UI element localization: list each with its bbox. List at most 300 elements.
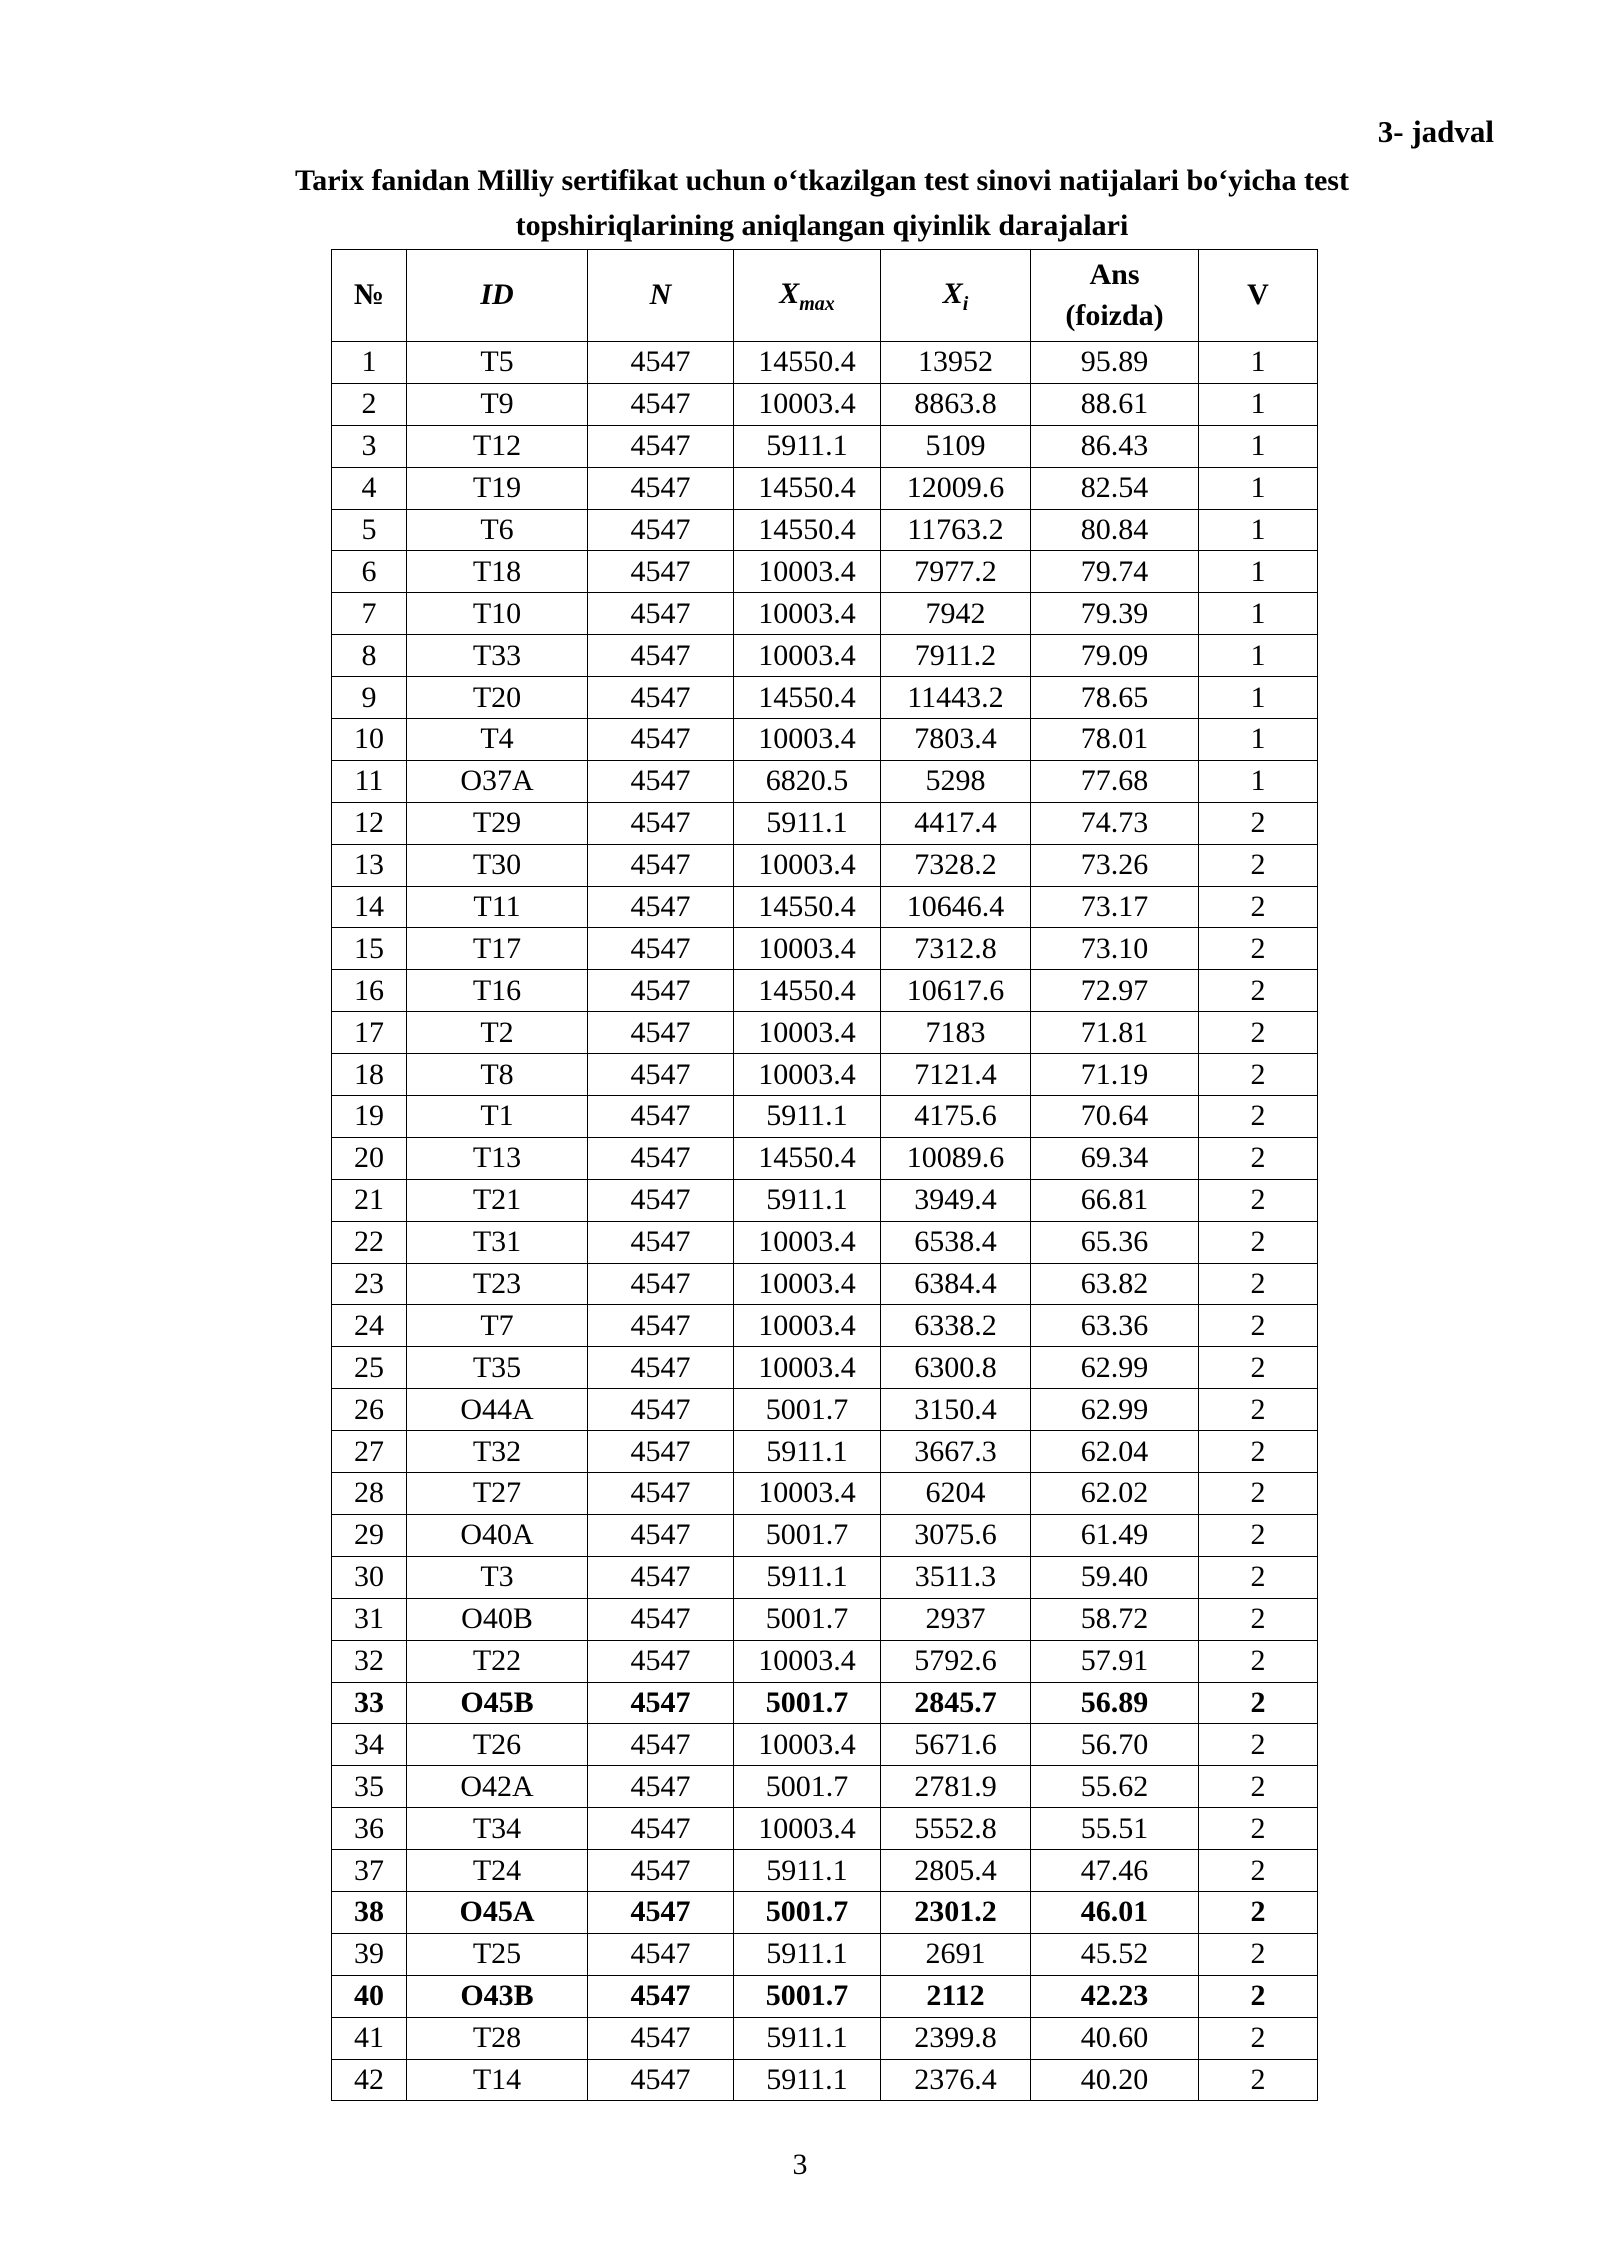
cell-xmax: 10003.4	[734, 635, 881, 677]
cell-ans: 88.61	[1031, 383, 1199, 425]
cell-id: T21	[407, 1179, 588, 1221]
cell-xi: 6338.2	[881, 1305, 1031, 1347]
table-row	[332, 551, 1318, 593]
cell-xmax: 5001.7	[734, 1766, 881, 1808]
cell-num: 13	[332, 844, 407, 886]
cell-v: 1	[1199, 719, 1318, 761]
cell-v: 1	[1199, 760, 1318, 802]
cell-xmax: 5911.1	[734, 802, 881, 844]
cell-xi: 2845.7	[881, 1682, 1031, 1724]
cell-xi: 2399.8	[881, 2017, 1031, 2059]
table-row	[332, 467, 1318, 509]
cell-num: 6	[332, 551, 407, 593]
table-row	[332, 1179, 1318, 1221]
cell-v: 2	[1199, 1012, 1318, 1054]
table-row	[332, 1640, 1318, 1682]
cell-ans: 46.01	[1031, 1891, 1199, 1933]
cell-ans: 42.23	[1031, 1975, 1199, 2017]
cell-id: T17	[407, 928, 588, 970]
cell-num: 42	[332, 2059, 407, 2101]
header-id	[407, 250, 588, 342]
table-row	[332, 844, 1318, 886]
cell-xi: 10646.4	[881, 886, 1031, 928]
cell-n: 4547	[588, 1305, 734, 1347]
cell-num: 29	[332, 1514, 407, 1556]
cell-n: 4547	[588, 928, 734, 970]
cell-v: 1	[1199, 551, 1318, 593]
cell-xi: 2805.4	[881, 1850, 1031, 1892]
cell-id: T29	[407, 802, 588, 844]
cell-n: 4547	[588, 1850, 734, 1892]
cell-v: 2	[1199, 1137, 1318, 1179]
table-row	[332, 383, 1318, 425]
table-row	[332, 1389, 1318, 1431]
cell-num: 26	[332, 1389, 407, 1431]
cell-xmax: 5911.1	[734, 1556, 881, 1598]
header-ans-line2: (foizda)	[1065, 298, 1164, 332]
cell-xi: 6204	[881, 1473, 1031, 1515]
cell-xmax: 5911.1	[734, 425, 881, 467]
cell-v: 2	[1199, 1891, 1318, 1933]
cell-id: O43B	[407, 1975, 588, 2017]
cell-id: T34	[407, 1808, 588, 1850]
cell-id: T26	[407, 1724, 588, 1766]
cell-ans: 79.09	[1031, 635, 1199, 677]
cell-num: 3	[332, 425, 407, 467]
cell-id: O44A	[407, 1389, 588, 1431]
cell-num: 30	[332, 1556, 407, 1598]
cell-n: 4547	[588, 1808, 734, 1850]
cell-num: 9	[332, 677, 407, 719]
cell-num: 34	[332, 1724, 407, 1766]
cell-n: 4547	[588, 551, 734, 593]
cell-v: 1	[1199, 635, 1318, 677]
cell-id: O45A	[407, 1891, 588, 1933]
cell-num: 10	[332, 719, 407, 761]
cell-v: 1	[1199, 677, 1318, 719]
cell-v: 1	[1199, 425, 1318, 467]
cell-xmax: 14550.4	[734, 970, 881, 1012]
cell-n: 4547	[588, 1598, 734, 1640]
header-xmax-sub: max	[799, 292, 835, 315]
page-number: 3	[792, 2148, 808, 2181]
cell-num: 4	[332, 467, 407, 509]
cell-xi: 3511.3	[881, 1556, 1031, 1598]
cell-xi: 7942	[881, 593, 1031, 635]
cell-xi: 10089.6	[881, 1137, 1031, 1179]
table-row	[332, 1012, 1318, 1054]
cell-id: T5	[407, 342, 588, 384]
header-ans-line1: Ans	[1089, 258, 1140, 291]
header-v: V	[1199, 250, 1318, 342]
cell-num: 1	[332, 342, 407, 384]
cell-v: 1	[1199, 509, 1318, 551]
table-row	[332, 970, 1318, 1012]
table-row	[332, 1305, 1318, 1347]
header-xmax-base: X	[779, 276, 800, 310]
cell-n: 4547	[588, 2059, 734, 2101]
cell-xi: 3949.4	[881, 1179, 1031, 1221]
cell-num: 24	[332, 1305, 407, 1347]
cell-xmax: 10003.4	[734, 383, 881, 425]
cell-xmax: 14550.4	[734, 677, 881, 719]
table-row	[332, 1054, 1318, 1096]
cell-num: 11	[332, 760, 407, 802]
header-xi-sub: i	[962, 292, 969, 315]
cell-id: T32	[407, 1431, 588, 1473]
cell-v: 2	[1199, 1305, 1318, 1347]
cell-xi: 7911.2	[881, 635, 1031, 677]
cell-ans: 80.84	[1031, 509, 1199, 551]
cell-xi: 7183	[881, 1012, 1031, 1054]
cell-id: O37A	[407, 760, 588, 802]
cell-num: 36	[332, 1808, 407, 1850]
cell-num: 25	[332, 1347, 407, 1389]
cell-n: 4547	[588, 1347, 734, 1389]
cell-id: T2	[407, 1012, 588, 1054]
cell-ans: 56.70	[1031, 1724, 1199, 1766]
table-body	[332, 342, 1318, 2101]
cell-xmax: 10003.4	[734, 1012, 881, 1054]
cell-v: 2	[1199, 1473, 1318, 1515]
cell-n: 4547	[588, 342, 734, 384]
cell-id: T25	[407, 1933, 588, 1975]
cell-n: 4547	[588, 467, 734, 509]
cell-n: 4547	[588, 886, 734, 928]
cell-xi: 8863.8	[881, 383, 1031, 425]
table-label: 3- jadval	[1377, 114, 1494, 149]
table-row	[332, 342, 1318, 384]
cell-n: 4547	[588, 1975, 734, 2017]
cell-num: 37	[332, 1850, 407, 1892]
cell-v: 2	[1199, 1179, 1318, 1221]
cell-xi: 3075.6	[881, 1514, 1031, 1556]
cell-xi: 6300.8	[881, 1347, 1031, 1389]
cell-ans: 40.20	[1031, 2059, 1199, 2101]
cell-xmax: 10003.4	[734, 1640, 881, 1682]
cell-v: 2	[1199, 1850, 1318, 1892]
cell-id: T33	[407, 635, 588, 677]
cell-n: 4547	[588, 1514, 734, 1556]
table-row	[332, 1850, 1318, 1892]
document-title	[222, 158, 1422, 248]
cell-xmax: 5001.7	[734, 1975, 881, 2017]
cell-ans: 62.99	[1031, 1347, 1199, 1389]
cell-num: 35	[332, 1766, 407, 1808]
cell-v: 1	[1199, 342, 1318, 384]
cell-xmax: 14550.4	[734, 342, 881, 384]
cell-id: T18	[407, 551, 588, 593]
cell-num: 19	[332, 1096, 407, 1138]
cell-n: 4547	[588, 1012, 734, 1054]
cell-num: 16	[332, 970, 407, 1012]
cell-v: 1	[1199, 467, 1318, 509]
table-row	[332, 1808, 1318, 1850]
cell-id: T30	[407, 844, 588, 886]
cell-ans: 79.39	[1031, 593, 1199, 635]
table-row	[332, 425, 1318, 467]
cell-v: 2	[1199, 1221, 1318, 1263]
cell-ans: 40.60	[1031, 2017, 1199, 2059]
cell-id: T16	[407, 970, 588, 1012]
table-row	[332, 1347, 1318, 1389]
cell-v: 1	[1199, 593, 1318, 635]
cell-ans: 61.49	[1031, 1514, 1199, 1556]
cell-v: 2	[1199, 1263, 1318, 1305]
cell-ans: 79.74	[1031, 551, 1199, 593]
cell-v: 2	[1199, 2059, 1318, 2101]
cell-ans: 72.97	[1031, 970, 1199, 1012]
cell-xmax: 14550.4	[734, 467, 881, 509]
cell-ans: 73.26	[1031, 844, 1199, 886]
title-line-2: topshiriqlarining aniqlangan qiyinlik darajalari	[515, 209, 1129, 242]
cell-n: 4547	[588, 802, 734, 844]
cell-ans: 74.73	[1031, 802, 1199, 844]
table-row	[332, 677, 1318, 719]
cell-n: 4547	[588, 1682, 734, 1724]
table-row	[332, 1975, 1318, 2017]
cell-n: 4547	[588, 1096, 734, 1138]
cell-ans: 77.68	[1031, 760, 1199, 802]
cell-xmax: 5001.7	[734, 1682, 881, 1724]
cell-xi: 7977.2	[881, 551, 1031, 593]
cell-n: 4547	[588, 719, 734, 761]
cell-id: O40B	[407, 1598, 588, 1640]
cell-v: 2	[1199, 1389, 1318, 1431]
cell-n: 4547	[588, 1137, 734, 1179]
cell-num: 7	[332, 593, 407, 635]
cell-num: 31	[332, 1598, 407, 1640]
table-row	[332, 1556, 1318, 1598]
cell-xmax: 5911.1	[734, 2059, 881, 2101]
cell-n: 4547	[588, 1263, 734, 1305]
cell-v: 2	[1199, 1808, 1318, 1850]
cell-xi: 2301.2	[881, 1891, 1031, 1933]
cell-ans: 57.91	[1031, 1640, 1199, 1682]
cell-v: 2	[1199, 802, 1318, 844]
header-xmax-label	[779, 276, 835, 315]
cell-v: 2	[1199, 1766, 1318, 1808]
table-row	[332, 1096, 1318, 1138]
cell-ans: 73.17	[1031, 886, 1199, 928]
cell-xmax: 5911.1	[734, 1096, 881, 1138]
table-header	[332, 250, 1318, 342]
cell-num: 38	[332, 1891, 407, 1933]
cell-xmax: 10003.4	[734, 593, 881, 635]
cell-n: 4547	[588, 1221, 734, 1263]
header-num: №	[332, 250, 407, 342]
table-row	[332, 509, 1318, 551]
title-line-1: Tarix fanidan Milliy sertifikat uchun o‘tkazilgan test sinovi natijalari bo‘yicha test	[295, 164, 1349, 197]
cell-xi: 2781.9	[881, 1766, 1031, 1808]
cell-v: 2	[1199, 2017, 1318, 2059]
cell-num: 15	[332, 928, 407, 970]
cell-v: 2	[1199, 1933, 1318, 1975]
cell-v: 2	[1199, 844, 1318, 886]
cell-id: T8	[407, 1054, 588, 1096]
cell-xi: 4417.4	[881, 802, 1031, 844]
table-row	[332, 1766, 1318, 1808]
cell-xi: 5298	[881, 760, 1031, 802]
cell-n: 4547	[588, 593, 734, 635]
cell-ans: 45.52	[1031, 1933, 1199, 1975]
cell-id: T10	[407, 593, 588, 635]
table-row	[332, 1221, 1318, 1263]
cell-ans: 95.89	[1031, 342, 1199, 384]
cell-v: 2	[1199, 1724, 1318, 1766]
cell-ans: 62.99	[1031, 1389, 1199, 1431]
cell-xmax: 14550.4	[734, 1137, 881, 1179]
cell-ans: 71.81	[1031, 1012, 1199, 1054]
cell-xmax: 5911.1	[734, 1933, 881, 1975]
table-row	[332, 1431, 1318, 1473]
cell-xmax: 5001.7	[734, 1514, 881, 1556]
table-row	[332, 2059, 1318, 2101]
cell-xi: 10617.6	[881, 970, 1031, 1012]
cell-num: 32	[332, 1640, 407, 1682]
cell-xi: 3667.3	[881, 1431, 1031, 1473]
cell-xmax: 10003.4	[734, 1263, 881, 1305]
header-xi-base: X	[942, 276, 963, 310]
cell-n: 4547	[588, 1054, 734, 1096]
cell-id: T1	[407, 1096, 588, 1138]
cell-n: 4547	[588, 1891, 734, 1933]
cell-n: 4547	[588, 2017, 734, 2059]
cell-n: 4547	[588, 844, 734, 886]
cell-v: 2	[1199, 1347, 1318, 1389]
cell-id: O40A	[407, 1514, 588, 1556]
table-row	[332, 760, 1318, 802]
cell-ans: 86.43	[1031, 425, 1199, 467]
table-row	[332, 635, 1318, 677]
cell-xi: 2691	[881, 1933, 1031, 1975]
header-xmax	[734, 250, 881, 342]
cell-num: 5	[332, 509, 407, 551]
cell-ans: 63.36	[1031, 1305, 1199, 1347]
table-row	[332, 886, 1318, 928]
cell-v: 2	[1199, 1514, 1318, 1556]
cell-id: T13	[407, 1137, 588, 1179]
cell-xmax: 5001.7	[734, 1389, 881, 1431]
header-xi	[881, 250, 1031, 342]
table-row	[332, 1514, 1318, 1556]
cell-n: 4547	[588, 1473, 734, 1515]
cell-xmax: 5911.1	[734, 2017, 881, 2059]
cell-v: 2	[1199, 1640, 1318, 1682]
table-row	[332, 1682, 1318, 1724]
cell-xi: 7121.4	[881, 1054, 1031, 1096]
cell-num: 20	[332, 1137, 407, 1179]
cell-id: T23	[407, 1263, 588, 1305]
cell-num: 40	[332, 1975, 407, 2017]
cell-n: 4547	[588, 635, 734, 677]
cell-id: T9	[407, 383, 588, 425]
cell-num: 17	[332, 1012, 407, 1054]
cell-xi: 6384.4	[881, 1263, 1031, 1305]
cell-ans: 78.01	[1031, 719, 1199, 761]
cell-xmax: 10003.4	[734, 719, 881, 761]
cell-xi: 5109	[881, 425, 1031, 467]
cell-num: 27	[332, 1431, 407, 1473]
cell-num: 8	[332, 635, 407, 677]
cell-ans: 65.36	[1031, 1221, 1199, 1263]
cell-id: T28	[407, 2017, 588, 2059]
cell-xmax: 14550.4	[734, 509, 881, 551]
cell-ans: 69.34	[1031, 1137, 1199, 1179]
cell-v: 2	[1199, 886, 1318, 928]
header-id-label: ID	[480, 278, 514, 312]
cell-ans: 55.51	[1031, 1808, 1199, 1850]
cell-num: 22	[332, 1221, 407, 1263]
cell-v: 2	[1199, 1096, 1318, 1138]
cell-id: T11	[407, 886, 588, 928]
cell-n: 4547	[588, 1640, 734, 1682]
cell-xi: 6538.4	[881, 1221, 1031, 1263]
cell-v: 2	[1199, 1556, 1318, 1598]
cell-n: 4547	[588, 1431, 734, 1473]
cell-xi: 5792.6	[881, 1640, 1031, 1682]
cell-ans: 56.89	[1031, 1682, 1199, 1724]
cell-n: 4547	[588, 1766, 734, 1808]
header-ans	[1031, 250, 1199, 342]
cell-id: T19	[407, 467, 588, 509]
cell-ans: 63.82	[1031, 1263, 1199, 1305]
header-row	[332, 250, 1318, 342]
cell-xi: 7312.8	[881, 928, 1031, 970]
cell-id: T31	[407, 1221, 588, 1263]
cell-ans: 55.62	[1031, 1766, 1199, 1808]
cell-n: 4547	[588, 760, 734, 802]
cell-n: 4547	[588, 970, 734, 1012]
table-row	[332, 1263, 1318, 1305]
cell-ans: 73.10	[1031, 928, 1199, 970]
cell-ans: 62.04	[1031, 1431, 1199, 1473]
cell-id: T20	[407, 677, 588, 719]
cell-v: 2	[1199, 970, 1318, 1012]
cell-v: 2	[1199, 928, 1318, 970]
table-row	[332, 928, 1318, 970]
table-row	[332, 593, 1318, 635]
cell-n: 4547	[588, 1724, 734, 1766]
cell-xmax: 5911.1	[734, 1179, 881, 1221]
cell-n: 4547	[588, 1179, 734, 1221]
cell-xmax: 10003.4	[734, 1808, 881, 1850]
cell-id: T7	[407, 1305, 588, 1347]
cell-xmax: 10003.4	[734, 1347, 881, 1389]
cell-n: 4547	[588, 1389, 734, 1431]
header-n	[588, 250, 734, 342]
cell-v: 1	[1199, 383, 1318, 425]
cell-n: 4547	[588, 1556, 734, 1598]
cell-xmax: 10003.4	[734, 1473, 881, 1515]
cell-num: 33	[332, 1682, 407, 1724]
cell-xmax: 10003.4	[734, 551, 881, 593]
table-row	[332, 2017, 1318, 2059]
cell-id: T14	[407, 2059, 588, 2101]
cell-xi: 5552.8	[881, 1808, 1031, 1850]
cell-v: 2	[1199, 1975, 1318, 2017]
cell-id: T12	[407, 425, 588, 467]
cell-num: 14	[332, 886, 407, 928]
cell-ans: 66.81	[1031, 1179, 1199, 1221]
cell-xi: 13952	[881, 342, 1031, 384]
cell-v: 2	[1199, 1054, 1318, 1096]
cell-xi: 2376.4	[881, 2059, 1031, 2101]
cell-id: T3	[407, 1556, 588, 1598]
cell-xmax: 5001.7	[734, 1891, 881, 1933]
cell-xmax: 10003.4	[734, 1221, 881, 1263]
table-row	[332, 1473, 1318, 1515]
